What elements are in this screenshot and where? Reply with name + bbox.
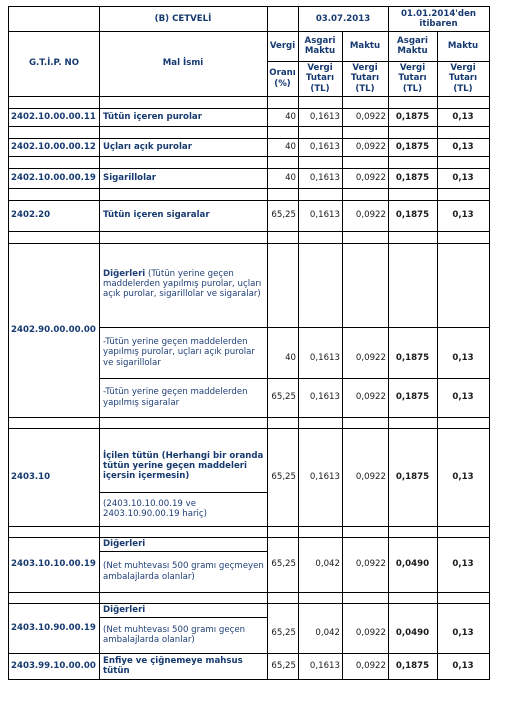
product-name: Enfiye ve çiğnemeye mahsus tütün <box>103 655 243 676</box>
tax-rate: 65,25 <box>271 471 296 482</box>
min-specific-2013: 0,1613 <box>309 352 340 363</box>
product-name: -Tütün yerine geçen maddelerden yapılmış sigaralar <box>103 387 248 408</box>
specific-2014: 0,13 <box>452 392 474 403</box>
tax-rate: 65,25 <box>271 627 296 638</box>
tax-rate: 65,25 <box>271 559 296 570</box>
specific-2013: 0,0922 <box>355 660 386 671</box>
vergi-tutari-header-1: Vergi Tutarı (TL) <box>305 63 335 94</box>
specific-2013: 0,0922 <box>355 471 386 482</box>
rule <box>9 526 489 527</box>
product-note: (Net muhtevası 500 gramı geçmeyen ambalajlarda olanlar) <box>103 561 264 582</box>
min-specific-2013: 0,1613 <box>309 471 340 482</box>
vergi-tutari-header-4: Vergi Tutarı (TL) <box>448 63 478 94</box>
min-specific-2013: 0,042 <box>315 559 340 570</box>
rule <box>99 551 267 552</box>
asgari-maktu-header-1: Asgari Maktu <box>304 35 336 56</box>
gtip-code: 2402.10.00.00.12 <box>11 141 96 152</box>
group-description <box>103 269 265 325</box>
rule <box>99 617 267 618</box>
specific-2014: 0,13 <box>452 660 474 671</box>
oran-header: Oranı (%) <box>269 68 296 89</box>
specific-2014: 0,13 <box>452 141 474 152</box>
tax-rate: 40 <box>285 352 296 363</box>
specific-2013: 0,0922 <box>355 392 386 403</box>
specific-2013: 0,0922 <box>355 559 386 570</box>
date-2014-line2: itibaren <box>419 19 458 29</box>
specific-2014: 0,13 <box>452 559 474 570</box>
min-specific-2014: 0,1875 <box>395 471 430 482</box>
min-specific-2014: 0,0490 <box>395 627 430 638</box>
min-specific-2013: 0,1613 <box>309 141 340 152</box>
tax-rate: 65,25 <box>271 392 296 403</box>
tax-rate: 40 <box>285 111 296 122</box>
tax-rate: 65,25 <box>271 210 296 221</box>
gtip-code: 2403.99.10.00.00 <box>11 660 96 671</box>
min-specific-2014: 0,1875 <box>395 352 430 363</box>
schedule-title: (B) CETVELİ <box>154 13 212 24</box>
date-2013: 03.07.2013 <box>315 13 371 24</box>
product-name: Tütün içeren purolar <box>103 111 202 122</box>
gtip-header: G.T.İ.P. NO <box>28 58 80 69</box>
group-title-detail: (Tütün yerine geçen maddelerden yapılmış purolar, uçları açık purolar, sigarillolar ve sigaralar) <box>103 269 262 300</box>
min-specific-2014: 0,1875 <box>395 392 430 403</box>
min-specific-2013: 0,1613 <box>309 172 340 183</box>
min-specific-2014: 0,1875 <box>395 172 430 183</box>
product-name: Tütün içeren sigaralar <box>103 210 210 221</box>
product-name: İçilen tütün (Herhangi bir oranda tütün yerine geçen maddeleri içersin içermesin) <box>103 451 264 482</box>
rule <box>99 492 267 493</box>
product-name: Sigarillolar <box>103 172 157 183</box>
vergi-header: Vergi <box>269 40 296 51</box>
rule <box>99 7 100 679</box>
tax-rate: 40 <box>285 172 296 183</box>
specific-2013: 0,0922 <box>355 141 386 152</box>
tax-rate: 40 <box>285 141 296 152</box>
tax-schedule-table <box>8 6 490 680</box>
product-name: Diğerleri <box>103 604 146 615</box>
min-specific-2014: 0,0490 <box>395 559 430 570</box>
product-name-header: Mal İsmi <box>162 58 204 69</box>
specific-2014: 0,13 <box>452 627 474 638</box>
specific-2013: 0,0922 <box>355 627 386 638</box>
specific-2013: 0,0922 <box>355 210 386 221</box>
gtip-code: 2403.10.90.00.19 <box>11 622 96 633</box>
specific-2013: 0,0922 <box>355 111 386 122</box>
gtip-code: 2402.10.00.00.11 <box>11 111 96 122</box>
gtip-code: 2403.10 <box>11 471 51 482</box>
specific-2014: 0,13 <box>452 111 474 122</box>
maktu-header-2: Maktu <box>447 40 479 51</box>
gtip-code: 2403.10.10.00.19 <box>11 559 96 570</box>
min-specific-2014: 0,1875 <box>395 660 430 671</box>
rule <box>9 188 489 189</box>
rule <box>9 231 489 232</box>
product-name: Diğerleri <box>103 538 146 549</box>
specific-2014: 0,13 <box>452 352 474 363</box>
min-specific-2014: 0,1875 <box>395 111 430 122</box>
min-specific-2013: 0,1613 <box>309 392 340 403</box>
gtip-code: 2402.10.00.00.19 <box>11 172 96 183</box>
min-specific-2014: 0,1875 <box>395 210 430 221</box>
specific-2014: 0,13 <box>452 172 474 183</box>
product-name: -Tütün yerine geçen maddelerden yapılmış purolar, uçları açık purolar ve sigarillolar <box>103 337 255 368</box>
asgari-maktu-header-2: Asgari Maktu <box>397 35 428 56</box>
gtip-code: 2402.20 <box>11 210 51 221</box>
specific-2013: 0,0922 <box>355 172 386 183</box>
maktu-header-1: Maktu <box>349 40 381 51</box>
rule <box>9 156 489 157</box>
min-specific-2013: 0,1613 <box>309 210 340 221</box>
gtip-code: 2402.90.00.00.00 <box>11 324 96 335</box>
rule <box>9 126 489 127</box>
specific-2014: 0,13 <box>452 471 474 482</box>
product-note: (2403.10.10.00.19 ve 2403.10.90.00.19 hariç) <box>103 498 207 519</box>
min-specific-2013: 0,042 <box>315 627 340 638</box>
group-title: Diğerleri <box>103 269 146 279</box>
rule <box>9 417 489 418</box>
tax-rate: 65,25 <box>271 660 296 671</box>
date-2014 <box>388 7 489 31</box>
specific-2013: 0,0922 <box>355 352 386 363</box>
min-specific-2013: 0,1613 <box>309 660 340 671</box>
rule <box>9 96 489 97</box>
vergi-tutari-header-2: Vergi Tutarı (TL) <box>350 63 380 94</box>
min-specific-2014: 0,1875 <box>395 141 430 152</box>
specific-2014: 0,13 <box>452 210 474 221</box>
product-name: Uçları açık purolar <box>103 141 192 152</box>
date-2014-line1: 01.01.2014'den <box>400 8 477 19</box>
vergi-tutari-header-3: Vergi Tutarı (TL) <box>398 63 427 94</box>
rule <box>9 592 489 593</box>
min-specific-2013: 0,1613 <box>309 111 340 122</box>
product-note: (Net muhtevası 500 gramı geçen ambalajlarda olanlar) <box>103 624 246 645</box>
